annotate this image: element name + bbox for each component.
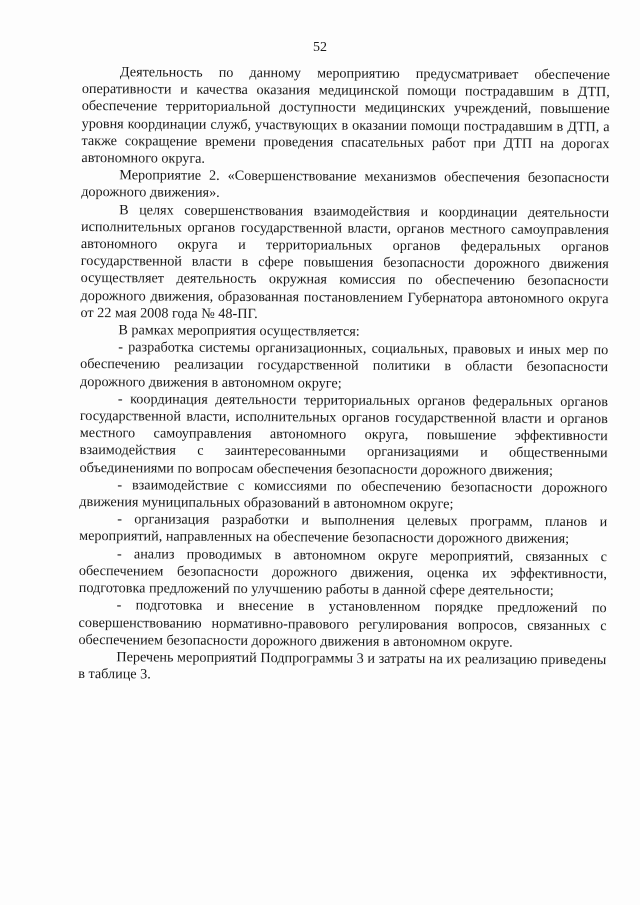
page-number: 52 bbox=[313, 40, 327, 55]
list-item-proposals: - подготовка и внесение в установленном порядке предложений по совершенствованию нормативно-правового регулирования вопросов, связанных с обеспечением безопасности дорожного движения в автономном округе. bbox=[78, 597, 607, 651]
paragraph-table-reference: Перечень мероприятий Подпрограммы 3 и затраты на их реализацию приведены в таблице 3. bbox=[78, 649, 607, 683]
paragraph-list-intro: В рамках мероприятия осуществляется: bbox=[118, 322, 360, 340]
list-item-interaction: - взаимодействие с комиссиями по обеспечению безопасности дорожного движения муниципальных образований в автономном округе; bbox=[79, 477, 608, 513]
paragraph-ambulance-activity: Деятельность по данному мероприятию предусматривает обеспечение оперативности и качества оказания медицинской помощи пострадавшим в ДТП, обеспечение территориальной доступности медицинских учреждений, повышение уровня координации служб, участвующих в оказании помощи пострадавшим в ДТП, а также сокращение времени проведения спасательных работ при ДТП на дорогах автономного округа. bbox=[81, 64, 610, 167]
list-item-coordination: - координация деятельности территориальных органов федеральных органов государственной власти, исполнительных органов государственной власти и органов местного самоуправления автономного округа, повышение эффективности взаимодействия с заинтересованными организациями и общественными объединениями по вопросам обеспечения безопасности дорожного движения; bbox=[79, 391, 608, 479]
list-item-analysis: - анализ проводимых в автономном округе мероприятий, связанных с обеспечением безопасности дорожного движения, оценка их эффективности, подготовка предложений по улучшению работы в данной сфере деятельности; bbox=[78, 545, 608, 599]
list-item-development: - разработка системы организационных, социальных, правовых и иных мер по обеспечению реализации государственной политики в области безопасности дорожного движения в автономном округе; bbox=[80, 339, 609, 392]
body-text bbox=[78, 64, 610, 687]
paragraph-measure-2-title: Мероприятие 2. «Совершенствование механизмов обеспечения безопасности дорожного движения». bbox=[81, 167, 610, 202]
paragraph-commission: В целях совершенствования взаимодействия и координации деятельности исполнительных органов государственной власти, органов местного самоуправления автономного округа и территориальных органов федеральных органов государственной власти в сфере повышения безопасности дорожного движения осуществляет деятельность окружная комиссия по обеспечению безопасности дорожного движения, образованная постановлением Губернатора автономного округа от 22 мая 2008 года № 48-ПГ. bbox=[80, 201, 610, 322]
list-item-programs: - организация разработки и выполнения целевых программ, планов и мероприятий, направленных на обеспечение безопасности дорожного движения; bbox=[79, 511, 608, 548]
